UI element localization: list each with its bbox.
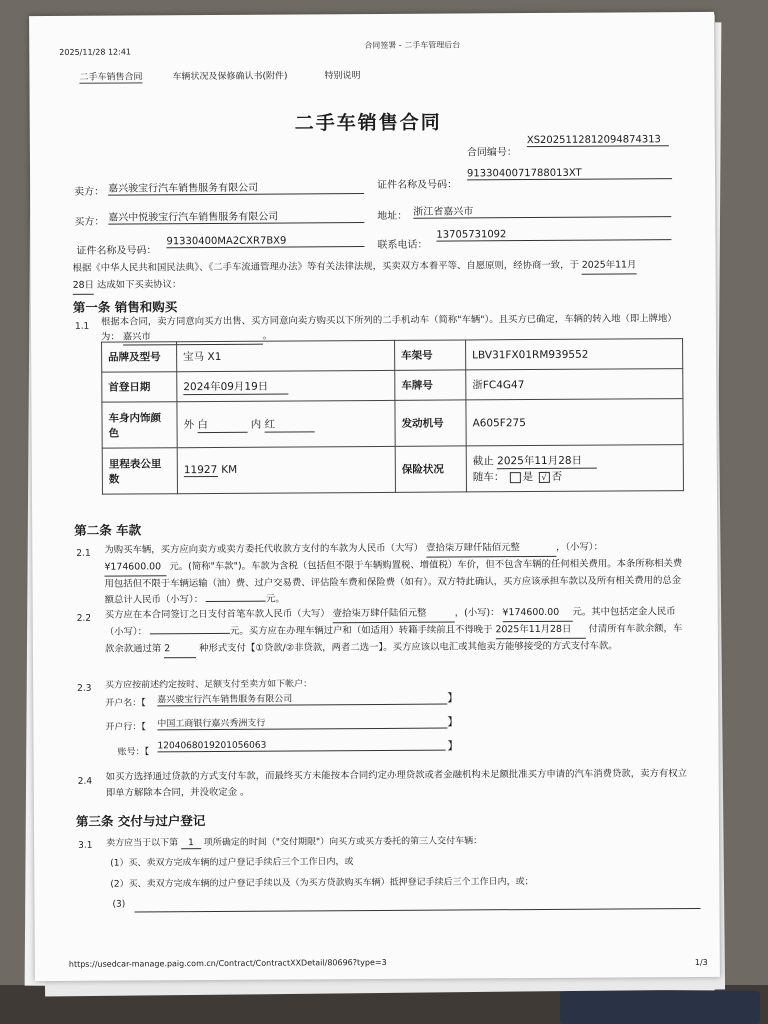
outer-prefix: 外: [183, 418, 195, 431]
object-on-desk: [560, 991, 760, 1024]
brand-label: 品牌及型号: [102, 342, 177, 372]
clause-number: 1.1: [74, 321, 90, 332]
first-payment-uppercase: 壹拾柒万肆仟陆佰元整: [333, 606, 455, 624]
clause-2-2-text-f: 种形式支付【①贷款/②非贷款，两者二选一】。买方应该以电汇或其他卖方能够接受的方式支付车款。: [199, 640, 618, 655]
document-title: 二手车销售合同: [294, 111, 442, 135]
account-name: 嘉兴骏宝行汽车销售服务有限公司: [157, 691, 447, 707]
delivery-item-3: (3): [112, 899, 126, 910]
clause-3-1-text-a: 卖方应当于以下第: [106, 838, 179, 849]
seller-cert-label: 证件名称及号码：: [377, 179, 458, 191]
article-2-title: 第二条 车款: [74, 522, 142, 538]
mileage-label: [102, 448, 177, 494]
clause-number: 3.1: [78, 840, 93, 851]
mileage-value: 11927: [183, 463, 218, 477]
balance-due-date: 2025年11月28日: [495, 622, 585, 640]
clause-2-2: [105, 604, 689, 659]
yes-label: 是: [522, 471, 534, 484]
inner-color: 红: [265, 416, 315, 432]
intro-tail: 达成如下买卖协议：: [96, 279, 182, 291]
mileage-label-line2: 数: [108, 473, 120, 486]
seller-label: 卖方：: [74, 186, 105, 198]
bank-label: 开户行：【: [105, 722, 146, 733]
clause-number: 2.1: [76, 548, 91, 559]
clause-2-2-text-a: 买方应在本合同签订之日支付首笔车款人民币（大写）: [104, 608, 330, 621]
address: 浙江省嘉兴市: [413, 201, 671, 219]
bracket-close: 】: [447, 715, 459, 729]
color-label: [102, 402, 177, 448]
insurance-label: 保险状况: [395, 446, 466, 492]
account-name-label: 开户名：【: [105, 698, 146, 709]
delivery-item-2: (2）买、卖双方完成车辆的过户登记手续以及（为买方贷款购买车辆）抵押登记手续后三个工作日内，或；: [110, 877, 534, 890]
clause-2-1-text-c: 元。(简称"车款")。车款为含税（包括但不限于车辆购置税、增值税）车价，但不包含车辆的任何相关费用。本条所称相关费用包括但不限于车辆运输（油）费、过户交易费、评估险车费和保险费（如有）。双方特此确认，买方应该承担车款以及所有相关费用的总金额总计人民币（小写）：: [104, 558, 683, 606]
clause-number: 2.4: [77, 776, 93, 787]
system-title: 合同签署 - 二手车管理后台: [364, 40, 461, 51]
amount-uppercase: 壹拾柒万肆仟陆佰元整: [426, 540, 556, 558]
reg-date-cell: [177, 370, 395, 401]
clause-3-1: [106, 833, 482, 849]
payment-method: 2: [164, 641, 196, 658]
first-payment-number: ¥174600.00: [502, 605, 572, 622]
color-label-line2: 色: [108, 427, 120, 440]
color-label-line1: 车身内饰颜: [108, 411, 162, 425]
intro-text: 根据《中华人民共和国民法典》、《二手车流通管理办法》等有关法律法规，买卖双方本着平等、自愿原则，经协商一致，于: [72, 259, 579, 274]
account-no-label: 账号：【: [117, 747, 150, 758]
clause-2-2-text-c: 元。其中包括定金人民币（小写）：: [104, 606, 676, 638]
bracket-close: 】: [447, 691, 459, 705]
clause-2-1: [104, 539, 688, 609]
deposit-blank: [150, 633, 230, 634]
delivery-item-1: (1）买、卖双方完成车辆的过户登记手续后三个工作日内，或: [110, 857, 354, 869]
intro-paragraph: [73, 257, 685, 295]
page-number: 1/3: [694, 957, 708, 968]
vin-value: LBV31FX01RM939552: [466, 339, 683, 370]
inner-prefix: 内: [250, 418, 262, 431]
contract-no-label: 合同编号：: [466, 147, 517, 159]
contract-no: XS2025112812094874313: [527, 134, 669, 147]
mileage-label-line1: 里程表公里: [108, 457, 162, 471]
brand-value: [177, 340, 395, 371]
clause-number: 2.3: [77, 683, 92, 694]
phone-label: 联系电话：: [377, 239, 428, 251]
delivery-option: 1: [181, 838, 201, 849]
outer-color: 白: [197, 416, 247, 432]
brand-text: 宝马 X1: [183, 350, 222, 364]
insurance-until-prefix: 截止: [472, 455, 494, 468]
buyer-cert: 91330400MA2CXR7BX9: [166, 235, 364, 248]
phone: 13705731092: [436, 228, 671, 241]
yes-checkbox[interactable]: [510, 472, 521, 483]
article-1-title: 第一条 销售和购买: [72, 299, 178, 315]
article-3-title: 第三条 交付与过户登记: [75, 813, 206, 829]
clause-number: 2.2: [76, 613, 92, 624]
tab-special-notes[interactable]: 特别说明: [324, 71, 361, 82]
insurance-until-date: 2025年11月28日: [497, 453, 597, 470]
print-date: 2025/11/28 12:41: [59, 47, 132, 57]
sign-date: 2025年11月: [582, 257, 637, 274]
tab-sales-contract[interactable]: 二手车销售合同: [79, 69, 142, 83]
clause-3-1-text-b: 项所确定的时间（"交付期限"）向买方或买方委托的第三人交付车辆：: [203, 836, 483, 849]
reg-date-label: 首登日期: [102, 372, 177, 402]
engine-label: 发动机号: [395, 400, 466, 446]
mileage-cell: [177, 446, 395, 493]
vin-label: 车架号: [395, 340, 466, 370]
clause-2-1-text-d: 元。: [266, 593, 285, 605]
seller-cert: 9133040071788013XT: [467, 167, 672, 180]
buyer-name: 嘉兴中悦骏宝行汽车销售服务有限公司: [108, 207, 364, 225]
vehicle-info-table: [101, 338, 684, 495]
no-checkbox[interactable]: √: [539, 471, 550, 482]
account-number: 1204068019201056063: [157, 740, 445, 753]
clause-2-2-text-e: 付清所有车款余额，车款余款通过第: [104, 623, 683, 655]
transfer-city: 嘉兴市: [123, 329, 263, 346]
seller-name: 嘉兴骏宝行汽车销售服务有限公司: [108, 178, 364, 196]
mileage-unit: KM: [221, 463, 238, 476]
address-label: 地址：: [377, 210, 408, 222]
plate-label: 车牌号: [395, 370, 466, 400]
bank-name: 中国工商银行嘉兴秀洲支行: [157, 715, 447, 731]
contract-page: [29, 12, 720, 981]
plate-value: 浙FC4G47: [466, 369, 683, 400]
clause-2-3: 买方应按前述约定按时、足额支付至卖方如下帐户：: [105, 679, 313, 691]
clause-2-1-text-b: ，（小写）：: [556, 541, 603, 553]
buyer-label: 买方：: [74, 216, 105, 228]
clause-2-2-text-d: 元。买方应在办理车辆过户和（如适用）转籍手续前且不得晚于: [229, 624, 493, 637]
with-car-label: 随车：: [472, 471, 505, 484]
reg-date-value: 2024年09月19日: [183, 378, 288, 395]
buyer-cert-label: 证件名称及号码：: [76, 245, 157, 257]
clause-2-1-text-a: 为购买车辆，买方应向卖方或卖方委托代收款方支付的车款为人民币（大写）: [104, 542, 424, 556]
sign-day: 28日: [73, 278, 94, 295]
delivery-item-3-blank: [135, 908, 701, 912]
page-url: https://usedcar-manage.paig.com.cn/Contract/ContractXXDetail/80696?type=3: [68, 957, 387, 969]
amount-number: ¥174600.00: [104, 559, 166, 576]
tab-vehicle-condition[interactable]: 车辆状况及保修确认书(附件): [172, 71, 288, 83]
clause-1-1-text: 根据本合同，卖方同意向买方出售、买方同意向卖方购买以下所列的二手机动车（简称"车辆"）。且买方已确定，车辆的转入地（即上牌地）为：: [100, 313, 677, 343]
clause-2-4: 如买方选择通过贷款的方式支付车款，而最终买方未能按本合同约定办理贷款或者金融机构未足额批准买方申请的汽车消费贷款，卖方有权立即单方解除本合同，并没收定金 。: [105, 768, 687, 799]
color-cell: [177, 400, 395, 447]
engine-value: A605F275: [466, 399, 683, 446]
clause-2-2-text-b: ，(小写)：: [454, 607, 500, 619]
bracket-close: 】: [447, 739, 459, 753]
clause-end-mark: 。: [262, 330, 273, 342]
no-label: 否: [551, 470, 563, 483]
total-amount-blank: [206, 601, 266, 602]
insurance-cell: [466, 445, 683, 492]
